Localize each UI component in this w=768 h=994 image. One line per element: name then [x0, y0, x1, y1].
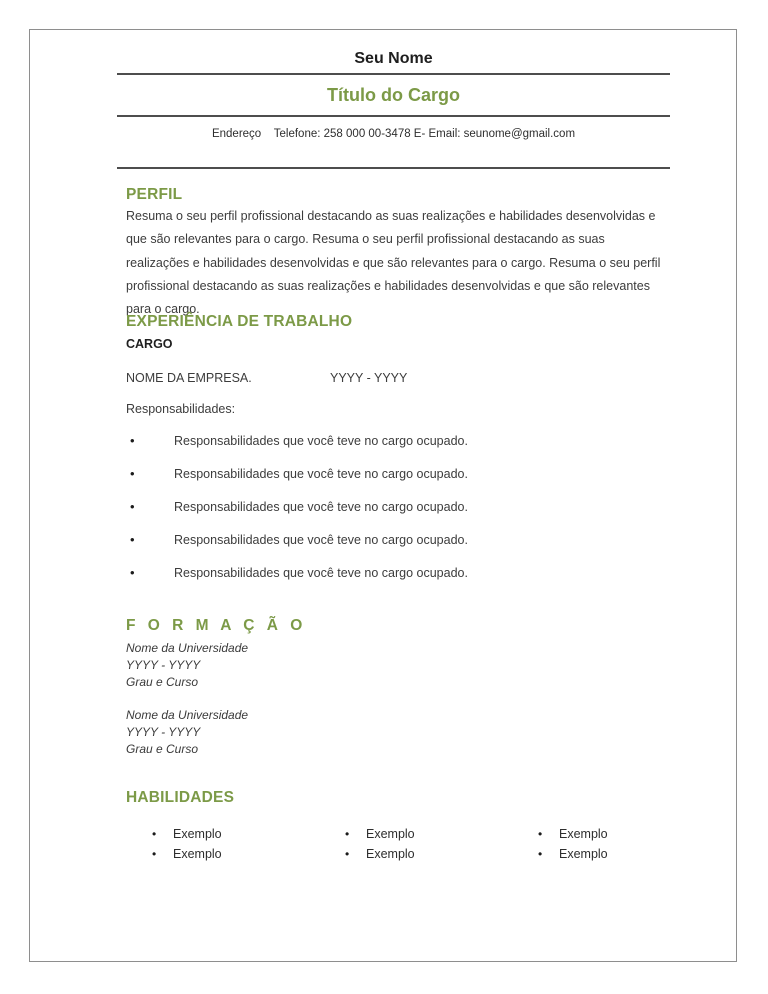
responsibility-item: • Responsabilidades que você teve no cargo ocupado. [126, 500, 606, 515]
education-entry [126, 707, 426, 758]
skill-item: • Exemplo [152, 824, 345, 844]
role-title: CARGO [126, 337, 173, 351]
responsibilities-label: Responsabilidades: [126, 402, 236, 416]
education-entry [126, 640, 426, 691]
contact-line: Endereço Telefone: 258 000 00-3478 E- Email: seunome@gmail.com [211, 128, 576, 140]
header-divider-top [117, 73, 670, 75]
skill-item: • Exemplo [538, 824, 731, 844]
degree-and-course: Grau e Curso [126, 675, 199, 689]
job-title: Título do Cargo [327, 85, 460, 105]
responsibility-item: • Responsabilidades que você teve no cargo ocupado. [126, 467, 606, 482]
section-heading-profile: PERFIL [126, 186, 183, 203]
header-divider-bottom [117, 167, 670, 169]
company-row [126, 371, 546, 385]
responsibility-item: • Responsabilidades que você teve no cargo ocupado. [126, 566, 606, 581]
section-heading-experience: EXPERIÊNCIA DE TRABALHO [126, 313, 353, 330]
degree-and-course: Grau e Curso [126, 742, 199, 756]
skills-columns [152, 824, 731, 864]
skill-item: • Exemplo [538, 844, 731, 864]
header-divider-middle [117, 115, 670, 117]
skill-item: • Exemplo [345, 824, 538, 844]
education-period: YYYY - YYYY [126, 658, 201, 672]
skill-item: • Exemplo [345, 844, 538, 864]
company-name: NOME DA EMPRESA. [126, 371, 252, 385]
responsibility-item: • Responsabilidades que você teve no cargo ocupado. [126, 533, 606, 548]
profile-summary: Resuma o seu perfil profissional destacando as suas realizações e habilidades desenvolvidas e que são relevantes para o cargo. Resuma o seu perfil profissional destacando as suas realizações e habilidades desenvolvidas e que são relevantes para o cargo. Resuma o seu perfil profissional destacando as suas realizações e habilidades desenvolvidas e que são relevantes para o cargo. [126, 209, 661, 317]
skills-column [345, 824, 538, 864]
skills-column [538, 824, 731, 864]
skills-column [152, 824, 345, 864]
experience-period: YYYY - YYYY [330, 371, 408, 385]
education-period: YYYY - YYYY [126, 725, 201, 739]
responsibilities-list [126, 434, 606, 599]
university-name: Nome da Universidade [126, 708, 249, 722]
person-name: Seu Nome [354, 50, 433, 67]
section-heading-skills: HABILIDADES [126, 789, 235, 806]
university-name: Nome da Universidade [126, 641, 249, 655]
responsibility-item: • Responsabilidades que você teve no cargo ocupado. [126, 434, 606, 449]
section-heading-education: F O R M A Ç Ã O [126, 617, 307, 634]
skill-item: • Exemplo [152, 844, 345, 864]
